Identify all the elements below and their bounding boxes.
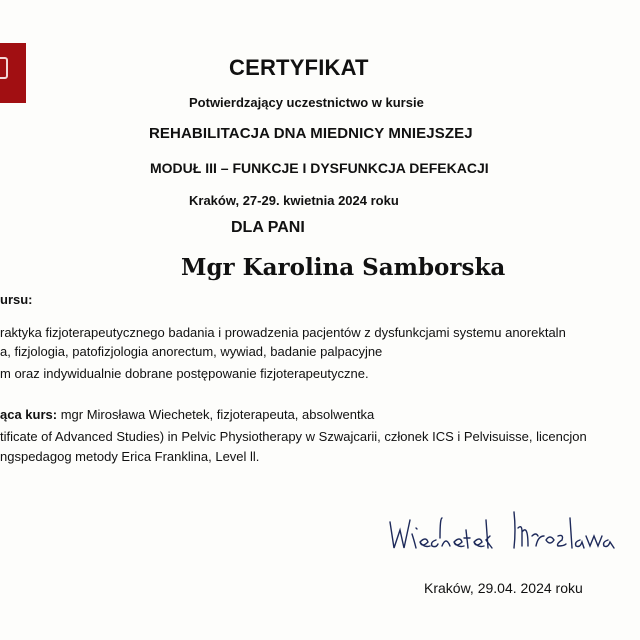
course-place-date: Kraków, 27-29. kwietnia 2024 roku (189, 193, 399, 208)
logo-emblem-icon (0, 57, 8, 79)
lecturer-line: tificate of Advanced Studies) in Pelvic Physiotherapy w Szwajcarii, członek ICS i Pelvisuisse, licencjon (0, 429, 587, 444)
lecturer-label: ąca kurs: (0, 407, 58, 422)
signature-icon (386, 500, 626, 560)
module-name: MODUŁ III – FUNKCJE I DYSFUNKCJA DEFEKACJI (150, 160, 489, 176)
organization-logo-icon (0, 43, 26, 103)
program-line: a, fizjologia, patofizjologia anorectum, wywiad, badanie palpacyjne (0, 344, 383, 359)
program-line: raktyka fizjoterapeutycznego badania i prowadzenia pacjentów z dysfunkcjami systemu anorektaln (0, 325, 566, 340)
course-name: REHABILITACJA DNA MIEDNICY MNIEJSZEJ (149, 125, 473, 142)
program-line: m oraz indywidualnie dobrane postępowanie fizjoterapeutyczne. (0, 366, 369, 381)
issue-date: Kraków, 29.04. 2024 roku (424, 580, 583, 596)
lecturer-line (0, 407, 374, 422)
lecturer-details: mgr Mirosława Wiechetek, fizjoterapeuta, absolwentka (57, 407, 375, 422)
recipient-label: DLA PANI (231, 219, 305, 236)
confirmation-text: Potwierdzający uczestnictwo w kursie (189, 95, 424, 110)
program-heading: ursu: (0, 292, 33, 307)
recipient-name: Mgr Karolina Samborska (181, 254, 506, 281)
certificate-title: CERTYFIKAT (229, 55, 369, 80)
lecturer-line: ngspedagog metody Erica Franklina, Level ll. (0, 449, 260, 464)
